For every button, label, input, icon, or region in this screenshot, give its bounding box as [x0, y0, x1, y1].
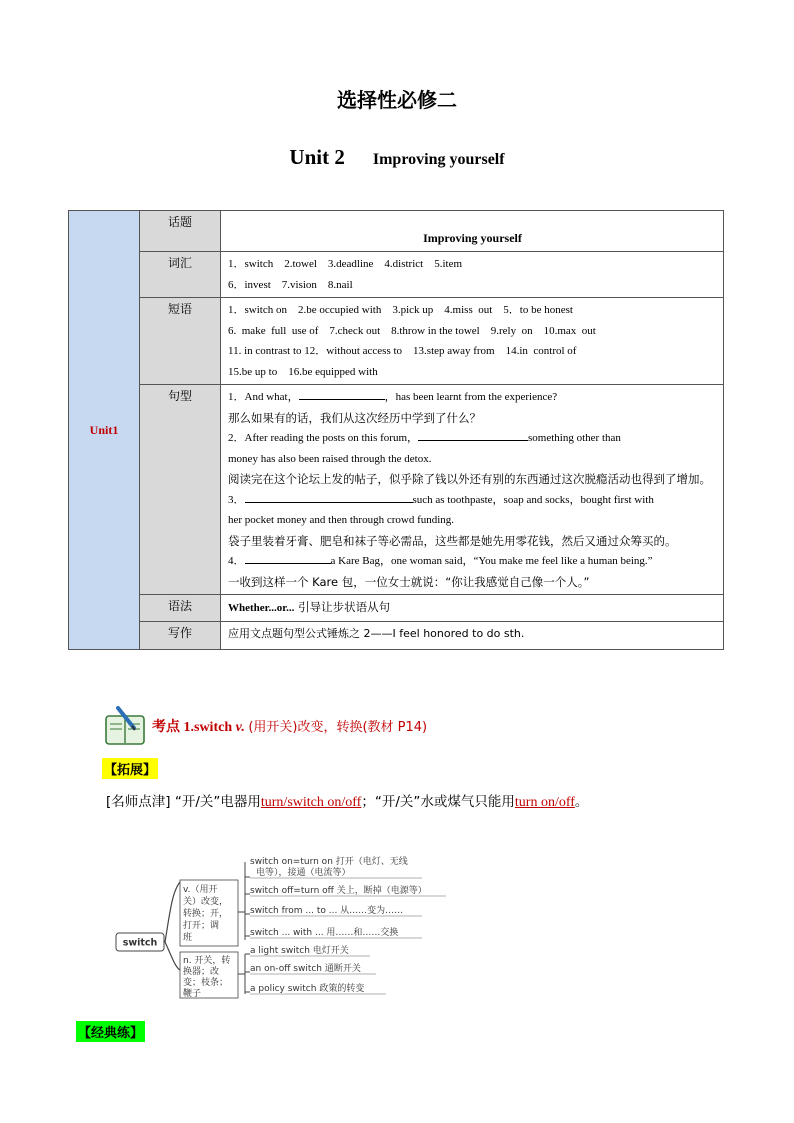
unit-cell: Unit1 — [69, 211, 140, 650]
label-writing: 写作 — [140, 621, 221, 650]
label-topic: 话题 — [140, 211, 221, 252]
label-sentences: 句型 — [140, 385, 221, 595]
kaodian-pos: v. — [235, 720, 245, 735]
topic-text: Improving yourself — [423, 231, 522, 245]
label-phrases: 短语 — [140, 298, 221, 385]
sentence-3-cont: her pocket money and then through crowd funding. — [228, 514, 455, 526]
practice-tag: 【经典练】 — [76, 1021, 145, 1042]
kaodian-heading — [104, 706, 427, 746]
fill-blank[interactable] — [245, 551, 331, 564]
book-pen-icon — [104, 706, 148, 746]
mindmap-verb-item: switch ... with ... 用……和……交换 — [250, 928, 399, 938]
mindmap-noun-item: a light switch 电灯开关 — [250, 946, 349, 956]
mindmap-noun-item: an on-off switch 通断开关 — [250, 964, 361, 974]
phrase-line: 15.be up to 16.be equipped with — [228, 365, 378, 378]
mindmap-verb-item: switch off=turn off 关上，断掉（电源等） — [250, 886, 427, 896]
fill-blank[interactable] — [418, 428, 528, 441]
sentence-1-zh: 那么如果有的话，我们从这次经历中学到了什么？ — [228, 410, 481, 425]
sentence-2-cont: money has also been raised through the detox. — [228, 452, 432, 465]
sentence-4-zh: 一收到这样一个 Kare 包，一位女士就说：“你让我感觉自己像一个人。” — [228, 574, 590, 589]
teacher-tip: [名师点津] “开/关”电器用turn/switch on/off；“开/关”水或煤气只能用turn on/off。 — [106, 794, 589, 810]
unit-heading — [0, 145, 794, 170]
mindmap-noun-item: a policy switch 政策的转变 — [250, 984, 365, 994]
sentence-4: 4． a Kare Bag，one woman said，“You make me feel like a human being.” — [228, 551, 717, 572]
mindmap-verb-label: v.（用开 关）改变， 转换；开， 打开；调 班 — [183, 885, 229, 943]
vocab-line: 6．invest 7.vision 8.nail — [228, 278, 353, 291]
sentences-content — [221, 385, 724, 595]
mindmap-center-text: switch — [122, 937, 158, 949]
phrase-line: 6. make full use of 7.check out 8.throw in the towel 9.rely on 10.max out — [228, 324, 596, 337]
mindmap-verb-item: 电等），接通（电流等） — [256, 868, 351, 878]
label-vocab: 词汇 — [140, 252, 221, 298]
sentence-2: 2．After reading the posts on this forum， something other than — [228, 428, 717, 449]
sentence-2-zh: 阅读完在这个论坛上发的帖子，似乎除了钱以外还有别的东西通过这次脱瘾活动也得到了增加。 — [228, 472, 711, 486]
sentence-1: 1．And what， ，has been learnt from the experience? — [228, 387, 717, 408]
sentence-3: 3． such as toothpaste，soap and socks，bought first with — [228, 490, 717, 511]
phrase-line: 1．switch on 2.be occupied with 3.pick up 4.miss out 5．to be honest — [228, 304, 573, 316]
kaodian-title: 考点 1.switch — [152, 720, 233, 735]
vocab-content — [221, 252, 724, 298]
phrases-content — [221, 298, 724, 385]
writing-content: 应用文点题句型公式锤炼之 2——I feel honored to do sth. — [221, 621, 724, 650]
extend-tag: 【拓展】 — [102, 758, 158, 779]
answer-1: turn/switch on/off — [260, 795, 362, 810]
answer-2: turn on/off — [514, 795, 575, 810]
mindmap-verb-item: switch from ... to ... 从……变为…… — [250, 906, 404, 916]
mindmap-noun-label: n. 开关，转 换器；改 变；枝条； 鞭子 — [183, 956, 231, 999]
switch-mindmap — [110, 852, 470, 1002]
unit-title: Improving yourself — [372, 151, 505, 168]
label-grammar: 语法 — [140, 595, 221, 622]
vocab-line: 1．switch 2.towel 3.deadline 4.district 5.item — [228, 258, 463, 270]
page-title: 选择性必修二 — [337, 88, 457, 112]
fill-blank[interactable] — [299, 387, 385, 400]
kaodian-meaning: (用开关)改变，转换(教材 P14) — [248, 720, 428, 735]
unit-number: Unit 2 — [289, 145, 345, 169]
fill-blank[interactable] — [245, 490, 413, 503]
grammar-desc: 引导让步状语从句 — [294, 600, 391, 614]
mindmap-verb-item: switch on=turn on 打开（电灯、无线 — [250, 857, 408, 867]
sentence-3-zh: 袋子里装着牙膏、肥皂和袜子等必需品，这些都是她先用零花钱，然后又通过众筹买的。 — [228, 533, 677, 548]
grammar-content — [221, 595, 724, 622]
grammar-pattern: Whether...or... — [228, 602, 295, 614]
topic-content — [221, 211, 724, 252]
phrase-line: 11. in contrast to 12．without access to 13.step away from 14.in control of — [228, 345, 577, 357]
summary-table — [68, 210, 724, 650]
